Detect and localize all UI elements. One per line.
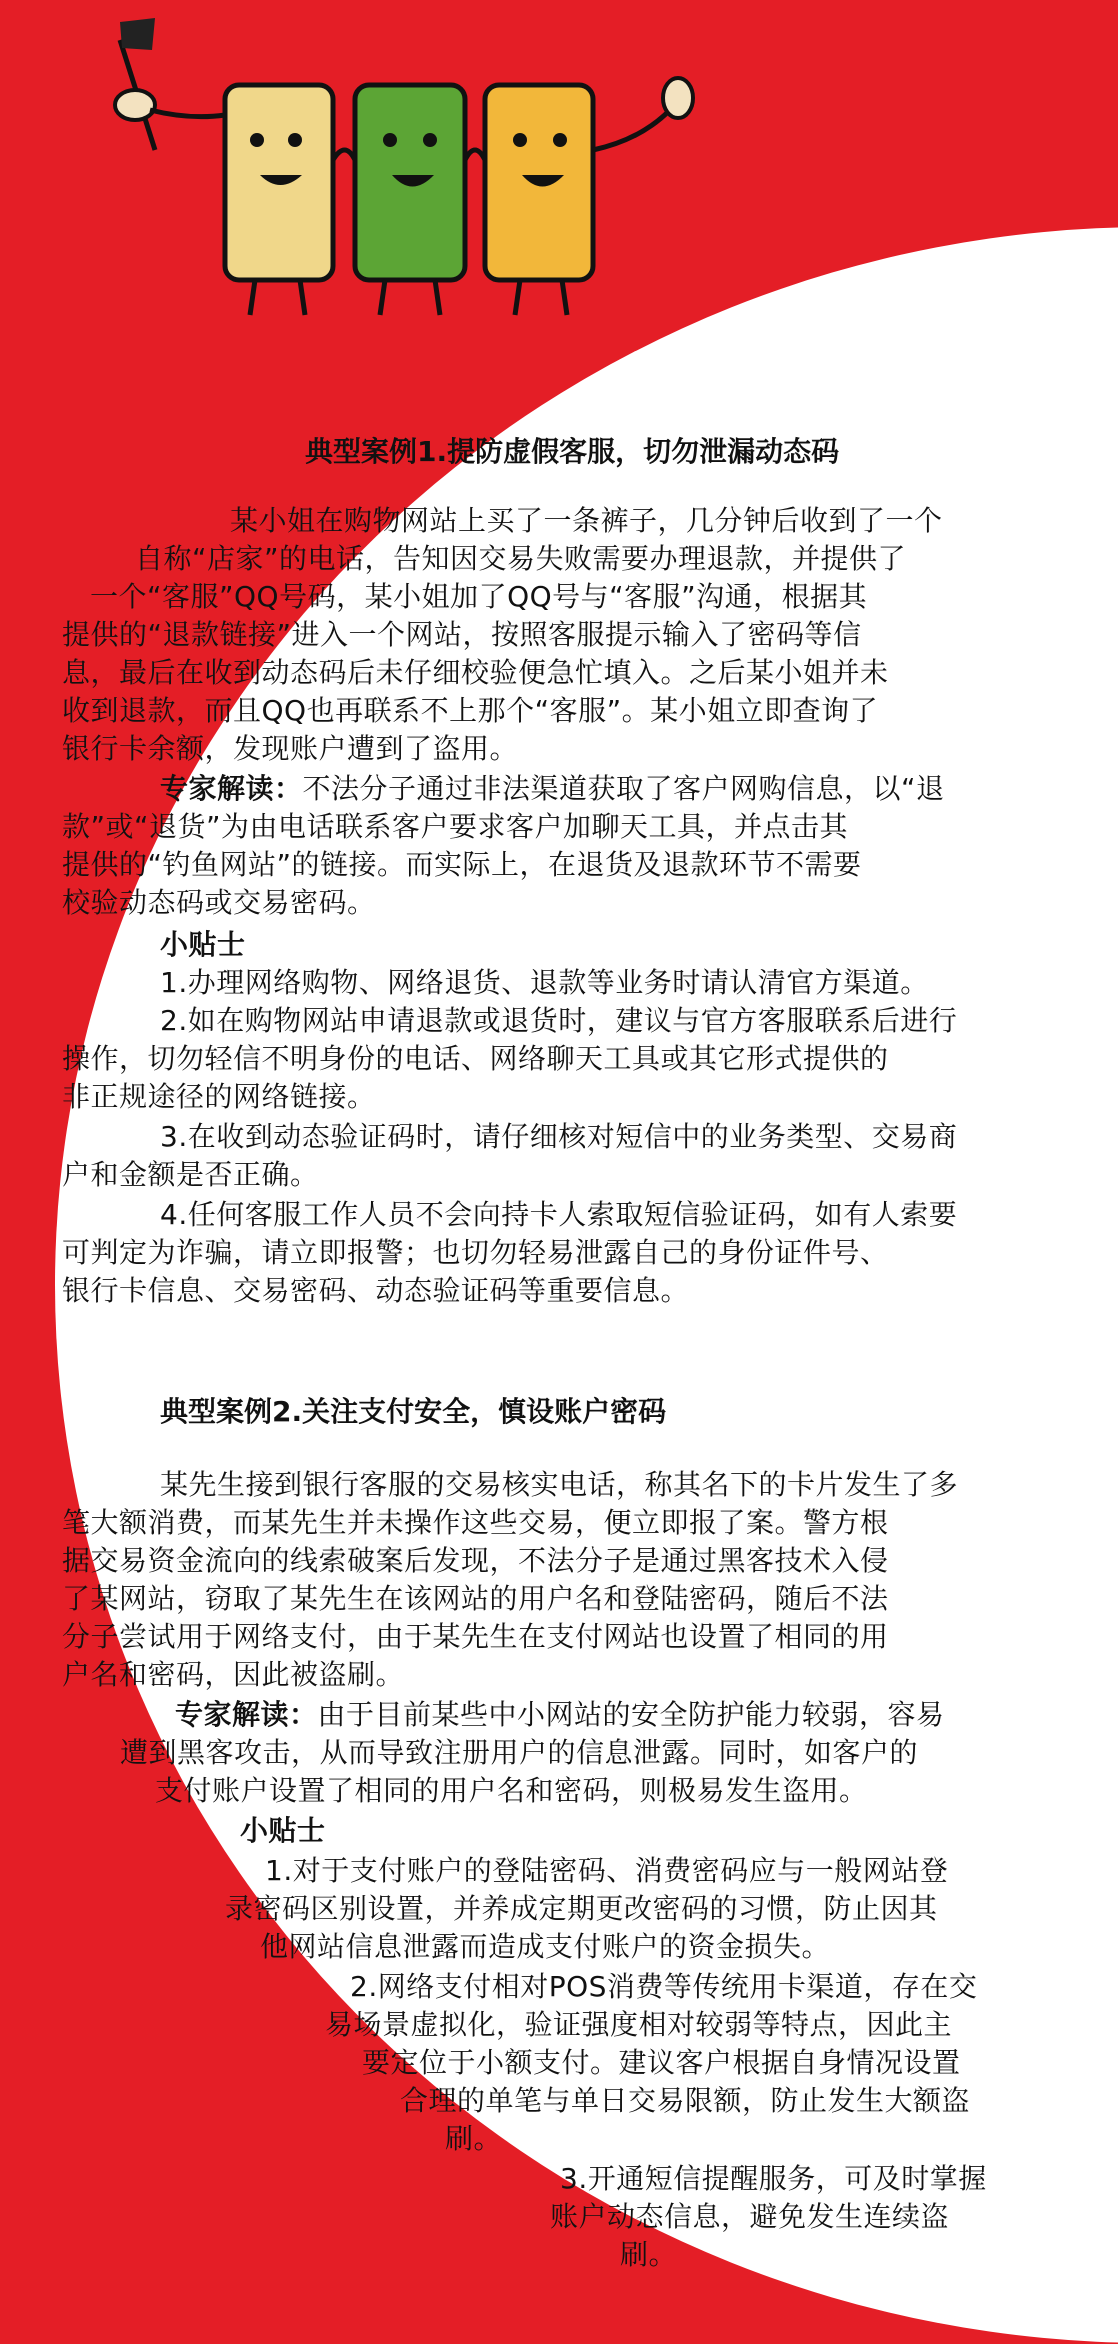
case2-expert-line: 遭到黑客攻击，从而导致注册用户的信息泄露。同时，如客户的 (120, 1736, 919, 1769)
case1-expert-text: 不法分子通过非法渠道获取了客户网购信息，以“退 (302, 772, 945, 805)
case2-tip-line: 刷。 (445, 2122, 503, 2155)
case2-line: 某先生接到银行客服的交易核实电话，称其名下的卡片发生了多 (160, 1468, 959, 1501)
case1-expert-line (160, 770, 945, 808)
case2-tips-title: 小贴士 (240, 1814, 326, 1847)
case1-line: 某小姐在购物网站上买了一条裤子，几分钟后收到了一个 (230, 504, 943, 537)
case2-tip-line: 2.网络支付相对POS消费等传统用卡渠道，存在交 (350, 1970, 978, 2003)
case2-line: 户名和密码，因此被盗刷。 (62, 1658, 405, 1691)
case1-line: 提供的“退款链接”进入一个网站，按照客服提示输入了密码等信 (62, 618, 862, 651)
case1-tip-line: 非正规途径的网络链接。 (62, 1080, 376, 1113)
case1-line: 一个“客服”QQ号码，某小姐加了QQ号与“客服”沟通，根据其 (90, 580, 868, 613)
case2-title: 典型案例2.关注支付安全，慎设账户密码 (160, 1395, 667, 1428)
case1-line: 银行卡余额，发现账户遭到了盗用。 (62, 732, 519, 765)
case2-expert-line: 支付账户设置了相同的用户名和密码，则极易发生盗用。 (155, 1774, 868, 1807)
case1-title: 典型案例1.提防虚假客服，切勿泄漏动态码 (305, 435, 840, 468)
case1-tip-line: 3.在收到动态验证码时，请仔细核对短信中的业务类型、交易商 (160, 1120, 958, 1153)
case2-line: 了某网站，窃取了某先生在该网站的用户名和登陆密码，随后不法 (62, 1582, 889, 1615)
case2-line: 笔大额消费，而某先生并未操作这些交易，便立即报了案。警方根 (62, 1506, 889, 1539)
case1-line: 自称“店家”的电话，告知因交易失败需要办理退款，并提供了 (135, 542, 907, 575)
case2-tip-line: 刷。 (620, 2238, 678, 2271)
case1-expert-line: 提供的“钓鱼网站”的链接。而实际上，在退货及退款环节不需要 (62, 848, 862, 881)
case1-tip-line: 4.任何客服工作人员不会向持卡人索取短信验证码，如有人索要 (160, 1198, 958, 1231)
case1-tip-line: 操作，切勿轻信不明身份的电话、网络聊天工具或其它形式提供的 (62, 1042, 889, 1075)
case2-tip-line: 1.对于支付账户的登陆密码、消费密码应与一般网站登 (265, 1854, 949, 1887)
case2-tip-line: 他网站信息泄露而造成支付账户的资金损失。 (260, 1930, 831, 1963)
case2-line: 据交易资金流向的线索破案后发现，不法分子是通过黑客技术入侵 (62, 1544, 889, 1577)
case1-tip-line: 银行卡信息、交易密码、动态验证码等重要信息。 (62, 1274, 690, 1307)
case1-tip-line: 可判定为诈骗，请立即报警；也切勿轻易泄露自己的身份证件号、 (62, 1236, 889, 1269)
case1-expert-line: 校验动态码或交易密码。 (62, 886, 376, 919)
case1-line: 收到退款，而且QQ也再联系不上那个“客服”。某小姐立即查询了 (62, 694, 879, 727)
case2-tip-line: 易场景虚拟化，验证强度相对较弱等特点，因此主 (325, 2008, 953, 2041)
case2-tip-line: 账户动态信息，避免发生连续盗 (550, 2200, 950, 2233)
case1-tip-line: 1.办理网络购物、网络退货、退款等业务时请认清官方渠道。 (160, 966, 929, 999)
case2-tip-line: 3.开通短信提醒服务，可及时掌握 (560, 2162, 987, 2195)
case1-tip-line: 户和金额是否正确。 (62, 1158, 319, 1191)
case1-expert-label: 专家解读： (160, 772, 303, 805)
case2-line: 分子尝试用于网络支付，由于某先生在支付网站也设置了相同的用 (62, 1620, 889, 1653)
mascot-cards-illustration (100, 10, 740, 330)
case2-expert-text: 由于目前某些中小网站的安全防护能力较弱，容易 (317, 1698, 945, 1731)
case2-expert-line (175, 1696, 945, 1734)
case1-tips-title: 小贴士 (160, 928, 246, 961)
case1-tip-line: 2.如在购物网站申请退款或退货时，建议与官方客服联系后进行 (160, 1004, 958, 1037)
case1-line: 息，最后在收到动态码后未仔细校验便急忙填入。之后某小姐并未 (62, 656, 889, 689)
case2-expert-label: 专家解读： (175, 1698, 318, 1731)
case2-tip-line: 录密码区别设置，并养成定期更改密码的习惯，防止因其 (225, 1892, 938, 1925)
case2-tip-line: 合理的单笔与单日交易限额，防止发生大额盗 (400, 2084, 971, 2117)
case2-tip-line: 要定位于小额支付。建议客户根据自身情况设置 (362, 2046, 961, 2079)
case1-expert-line: 款”或“退货”为由电话联系客户要求客户加聊天工具，并点击其 (62, 810, 849, 843)
